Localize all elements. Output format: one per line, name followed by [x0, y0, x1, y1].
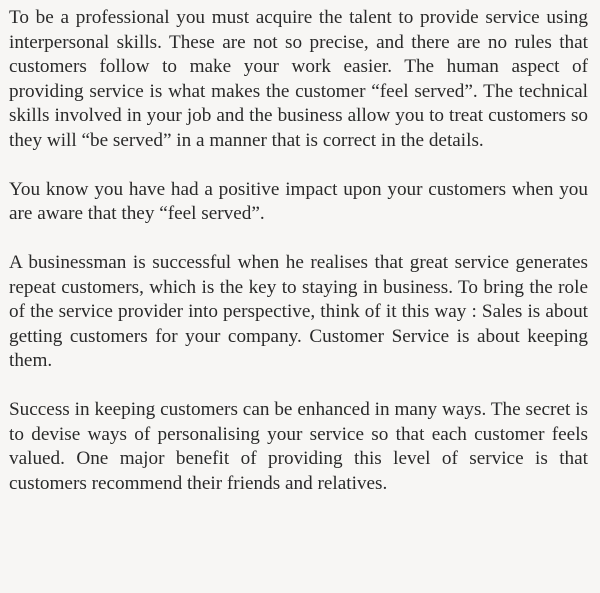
paragraph-businessman-success: A businessman is successful when he realises that great service generates repeat customers, which is the key to staying in business. To bring the role of the service provider into perspective, think of it this way : Sales is about getting customers for your company. Customer Service is about keeping them. — [9, 252, 588, 371]
paragraph-keeping-customers: Success in keeping customers can be enhanced in many ways. The secret is to devise ways of personalising your service so that each customer feels valued. One major benefit of providing this level of service is that customers recommend their friends and relatives. — [9, 399, 588, 494]
paragraph-professional-talent: To be a professional you must acquire the talent to provide service using interpersonal skills. These are not so precise, and there are no rules that customers follow to make your work easier. The human aspect of providing service is what makes the customer “feel served”. The technical skills involved in your job and the business allow you to treat customers so they will “be served” in a manner that is correct in the details. — [9, 7, 588, 151]
paragraph-positive-impact: You know you have had a positive impact upon your customers when you are aware that they “feel served”. — [9, 178, 588, 224]
